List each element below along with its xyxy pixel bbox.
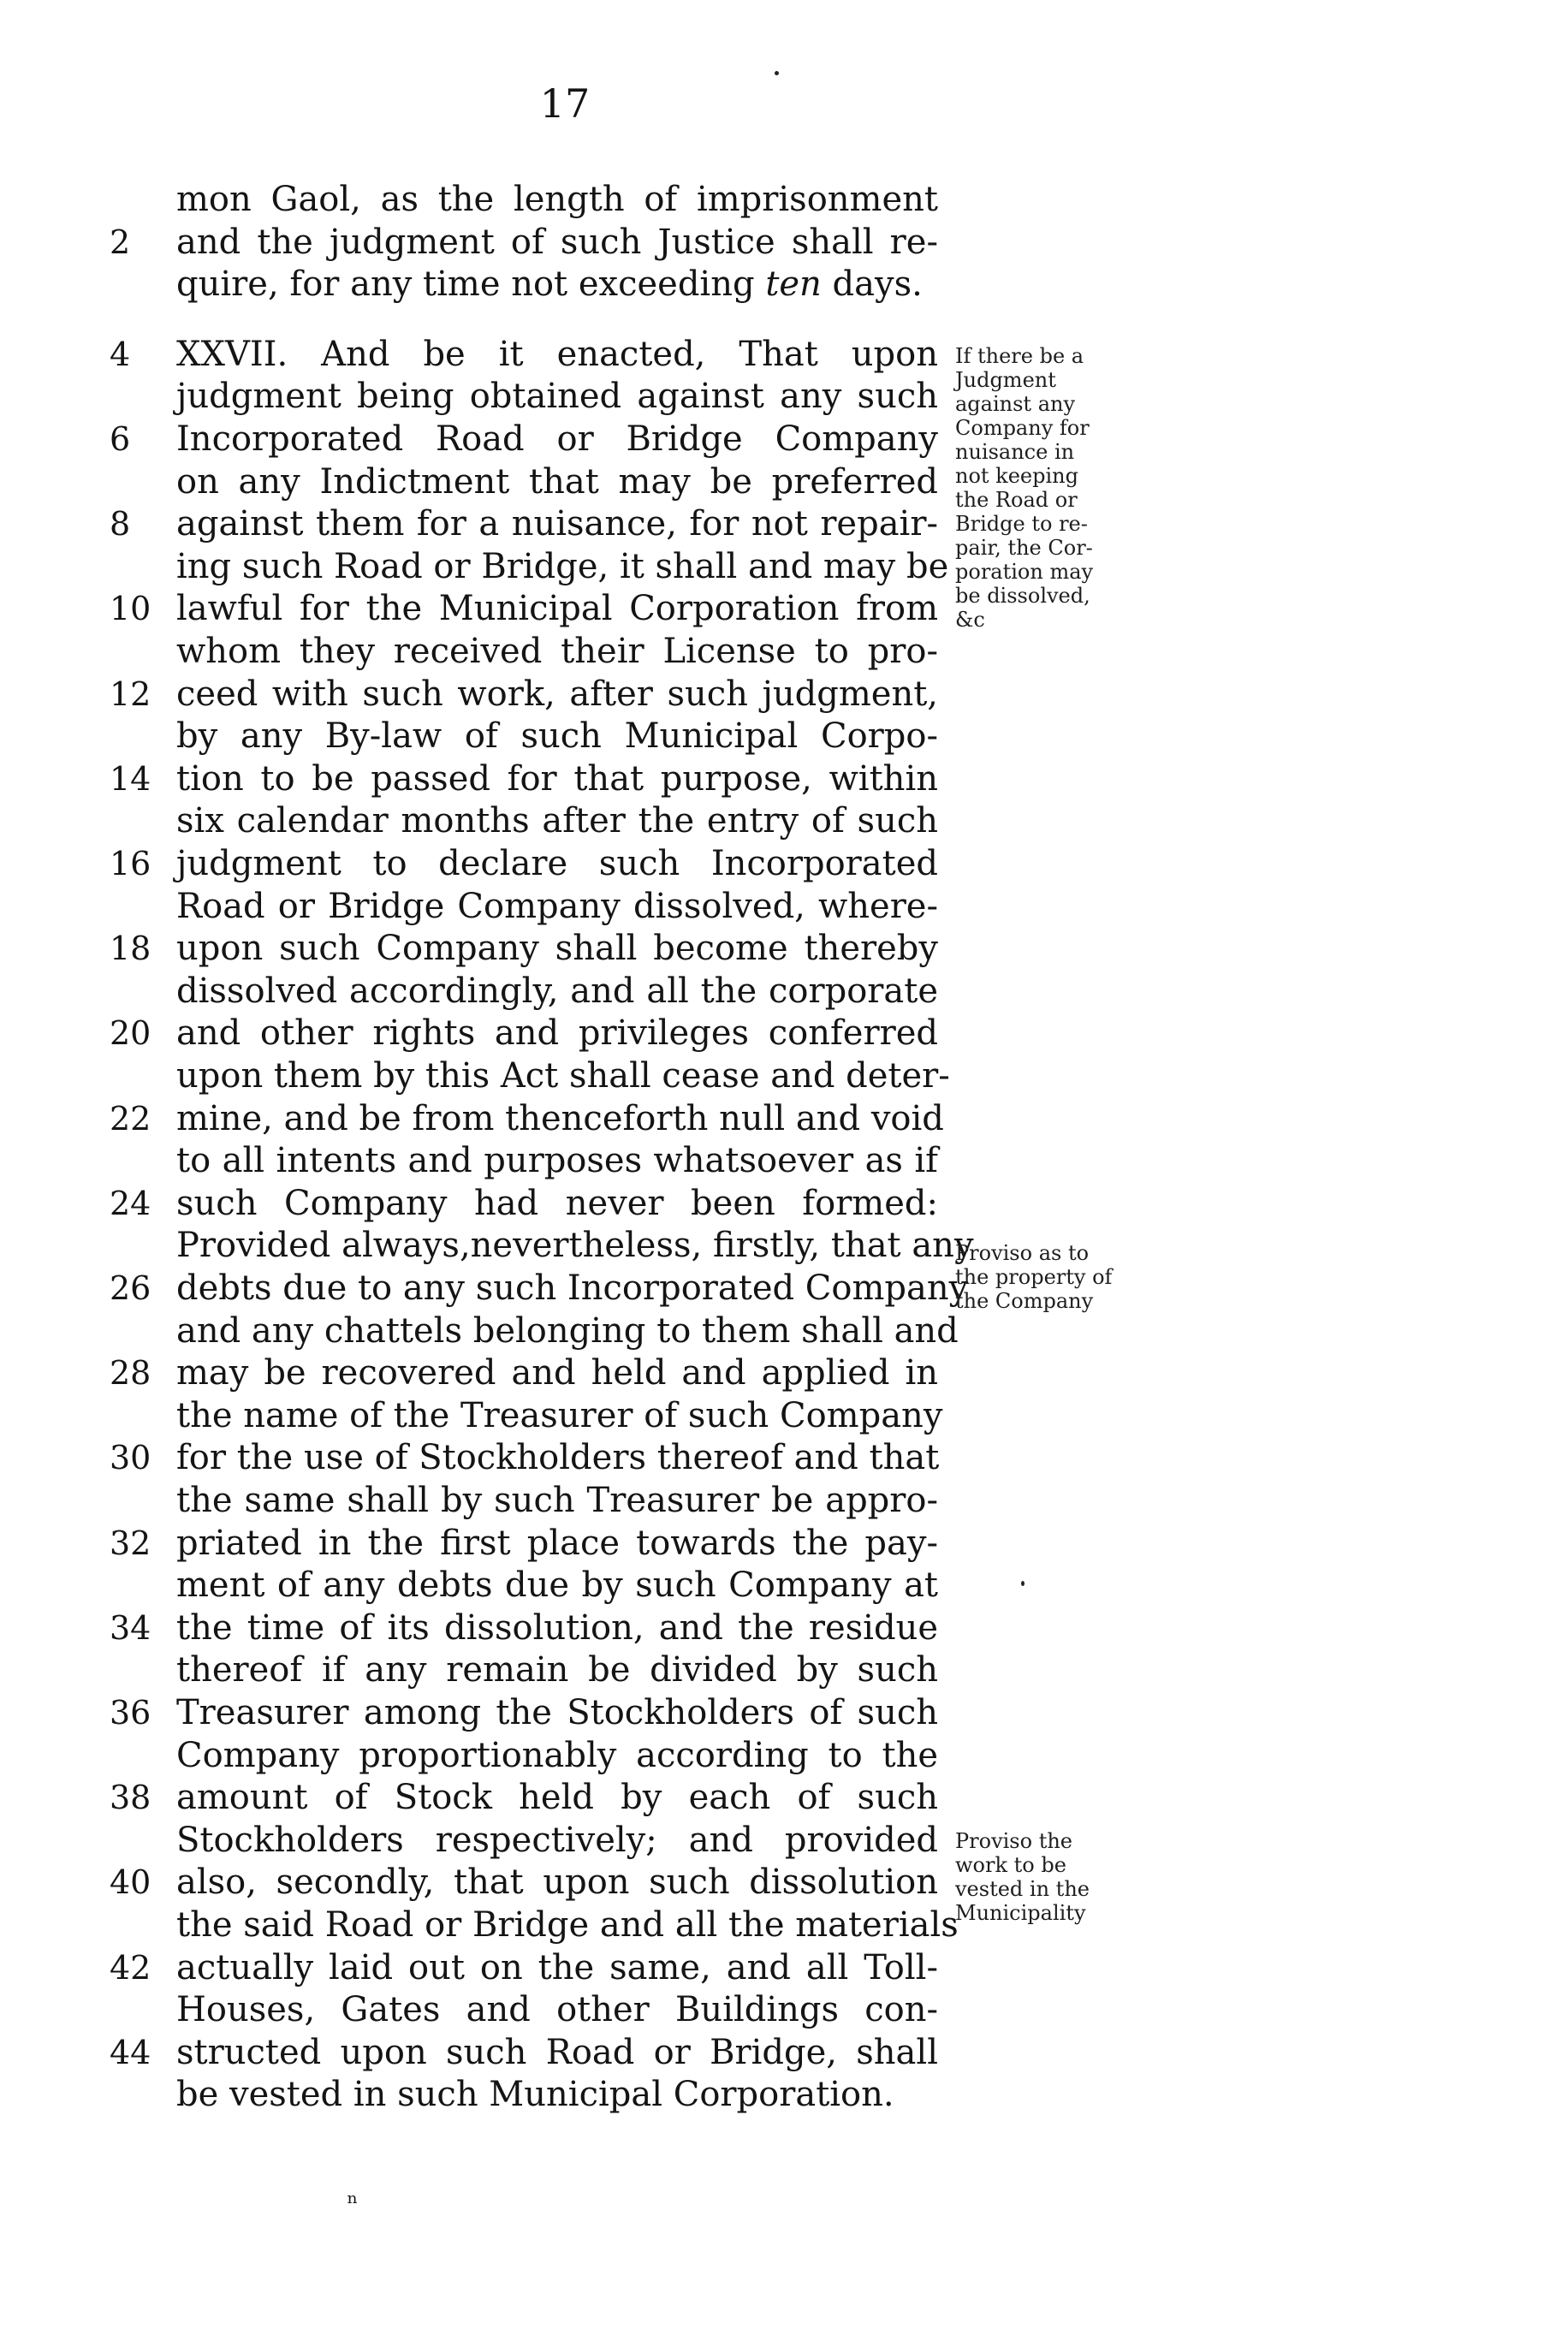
text-line <box>110 1352 938 1394</box>
sidenote-line: nuisance in <box>955 440 1075 464</box>
sidenote-line: &c <box>955 608 985 632</box>
line-text: such Company had never been formed: <box>176 1183 938 1223</box>
text-line <box>176 1224 974 1267</box>
sidenote-line: the Company <box>955 1289 1094 1313</box>
text-line <box>176 1479 938 1522</box>
line-text: lawful for the Municipal Corporation from <box>176 589 938 629</box>
text-line <box>110 1182 938 1225</box>
text-line <box>176 2073 938 2116</box>
text-line <box>176 545 949 588</box>
text-line <box>110 221 938 264</box>
text-line <box>176 1394 943 1437</box>
text-line <box>176 1310 959 1352</box>
text-line <box>110 587 938 630</box>
line-number: 10 <box>110 590 151 628</box>
sidenote-line: If there be a <box>955 344 1084 368</box>
line-number: 2 <box>110 223 131 261</box>
text-line <box>110 1946 938 1989</box>
line-number: 22 <box>110 1099 151 1138</box>
line-text: mon Gaol, as the length of imprisonment <box>176 180 938 219</box>
line-text: mine, and be from thenceforth null and void <box>176 1098 944 1138</box>
line-text: may be recovered and held and applied in <box>176 1353 938 1393</box>
sidenote-line: Judgment <box>955 368 1056 392</box>
line-text: and any chattels belonging to them shall and <box>176 1310 959 1351</box>
text-line <box>110 1522 938 1565</box>
text-line <box>110 1436 940 1479</box>
sidenote-line: poration may <box>955 560 1094 584</box>
line-number: 40 <box>110 1863 151 1902</box>
text-line <box>176 799 938 842</box>
sidenote-line: Proviso the <box>955 1829 1073 1853</box>
line-text: judgment being obtained against any such <box>176 377 938 417</box>
text-line <box>110 2031 938 2074</box>
line-text: Treasurer among the Stockholders of such <box>176 1693 938 1732</box>
line-text: XXVII. And be it enacted, That upon <box>176 334 938 374</box>
text-line <box>176 1904 959 1946</box>
line-text: Road or Bridge Company dissolved, where- <box>176 886 938 926</box>
line-text: for the use of Stockholders thereof and that <box>176 1438 940 1478</box>
line-text: dissolved accordingly, and all the corporate <box>176 971 938 1011</box>
line-text: tion to be passed for that purpose, within <box>176 758 938 799</box>
line-text: and the judgment of such Justice shall re- <box>176 222 938 262</box>
text-line <box>110 418 938 460</box>
line-number: 26 <box>110 1269 151 1307</box>
sidenote-line: against any <box>955 392 1076 416</box>
line-text: six calendar months after the entry of such <box>176 801 938 841</box>
sidenote-line: Bridge to re- <box>955 512 1088 536</box>
text-line <box>110 1267 969 1310</box>
line-text: debts due to any such Incorporated Company <box>176 1268 969 1308</box>
text-line <box>110 927 938 970</box>
line-number: 16 <box>110 845 151 882</box>
sidenote-line: Company for <box>955 416 1090 440</box>
line-text: judgment to declare such Incorporated <box>176 844 938 883</box>
line-text: actually laid out on the same, and all Toll- <box>176 1947 938 1987</box>
line-text: Stockholders respectively; and provided <box>176 1820 938 1860</box>
text-line <box>176 630 938 673</box>
line-text: and other rights and privileges conferred <box>176 1013 938 1054</box>
line-number: 38 <box>110 1779 151 1817</box>
sidenote-line: the Road or <box>955 488 1078 512</box>
line-number: 30 <box>110 1439 151 1477</box>
text-line <box>176 460 938 503</box>
line-number: 36 <box>110 1694 151 1732</box>
line-text: on any Indictment that may be preferred <box>176 461 938 502</box>
sidenote-line: not keeping <box>955 464 1078 488</box>
line-text: Provided always,nevertheless, firstly, that any <box>176 1226 974 1266</box>
line-number: 20 <box>110 1014 151 1053</box>
line-number: 42 <box>110 1948 151 1987</box>
sidenote-line: be dissolved, <box>955 584 1090 608</box>
text-line <box>110 1012 938 1055</box>
sidenote-line: Proviso as to <box>955 1241 1090 1265</box>
line-text: amount of Stock held by each of such <box>176 1778 938 1818</box>
sidenote-proviso-municipality <box>955 1829 1148 1925</box>
print-speck <box>775 71 779 75</box>
line-text: also, secondly, that upon such dissolution <box>176 1863 938 1903</box>
text-line <box>176 1734 938 1777</box>
line-text: Company proportionably according to the <box>176 1735 938 1775</box>
line-text: ment of any debts due by such Company at <box>176 1566 938 1606</box>
line-text: Incorporated Road or Bridge Company <box>176 419 938 459</box>
sidenote-line: Municipality <box>955 1901 1086 1925</box>
text-line <box>176 375 938 418</box>
line-number: 24 <box>110 1184 151 1222</box>
line-text: the name of the Treasurer of such Company <box>176 1395 943 1435</box>
sidenote-line: the property of <box>955 1265 1113 1289</box>
line-number: 12 <box>110 674 151 713</box>
line-text: upon such Company shall become thereby <box>176 929 938 969</box>
page-number: 17 <box>539 80 591 127</box>
sidenote-judgment-nuisance <box>955 344 1148 632</box>
text-line <box>110 842 938 885</box>
footer-mark: ⁿ <box>347 2189 359 2219</box>
line-number: 8 <box>110 505 131 544</box>
text-line <box>176 1139 938 1182</box>
text-line <box>176 715 938 758</box>
text-line <box>110 758 938 800</box>
line-text: ing such Road or Bridge, it shall and may be <box>176 546 949 586</box>
line-text: priated in the first place towards the pay- <box>176 1523 938 1563</box>
text-line <box>176 1649 938 1691</box>
line-number: 6 <box>110 420 131 458</box>
line-text: Houses, Gates and other Buildings con- <box>176 1990 938 2030</box>
line-number: 34 <box>110 1608 151 1647</box>
line-text: the said Road or Bridge and all the materials <box>176 1905 959 1945</box>
line-text: structed upon such Road or Bridge, shall <box>176 2032 938 2072</box>
line-text: to all intents and purposes whatsoever as if <box>176 1141 938 1181</box>
text-line <box>110 1861 938 1904</box>
print-speck <box>1021 1581 1025 1586</box>
line-number: 4 <box>110 335 131 373</box>
text-line <box>110 333 938 376</box>
line-text: against them for a nuisance, for not repair- <box>176 504 938 544</box>
text-line <box>176 885 938 928</box>
line-number: 14 <box>110 759 151 798</box>
line-number: 44 <box>110 2033 151 2071</box>
text-line <box>110 1691 938 1734</box>
line-text: whom they received their License to pro- <box>176 632 938 671</box>
text-line <box>176 1055 950 1097</box>
text-line <box>110 1097 944 1140</box>
text-line <box>176 970 938 1013</box>
sidenote-line: work to be <box>955 1853 1066 1877</box>
line-number: 18 <box>110 930 151 968</box>
line-text: the time of its dissolution, and the residue <box>176 1607 938 1648</box>
line-number: 32 <box>110 1524 151 1562</box>
line-number: 28 <box>110 1354 151 1393</box>
text-line <box>176 1819 938 1862</box>
text-line <box>110 502 938 545</box>
sidenote-line: pair, the Cor- <box>955 536 1093 560</box>
line-text: thereof if any remain be divided by such <box>176 1650 938 1690</box>
text-line <box>176 263 938 306</box>
line-text: by any By-law of such Municipal Corpo- <box>176 716 938 757</box>
line-text: be vested in such Municipal Corporation. <box>176 2075 894 2115</box>
text-line <box>110 1776 938 1819</box>
line-text: the same shall by such Treasurer be appro- <box>176 1481 938 1520</box>
line-text: ceed with such work, after such judgment, <box>176 674 938 714</box>
text-line <box>176 178 938 221</box>
line-text: upon them by this Act shall cease and deter- <box>176 1056 950 1096</box>
line-text: quire, for any time not exceeding ten days. <box>176 264 923 305</box>
text-line <box>110 1607 938 1649</box>
text-line <box>176 1564 938 1607</box>
sidenote-line: vested in the <box>955 1877 1090 1901</box>
text-line <box>176 1988 938 2031</box>
text-line <box>110 673 938 716</box>
sidenote-proviso-property <box>955 1241 1148 1313</box>
